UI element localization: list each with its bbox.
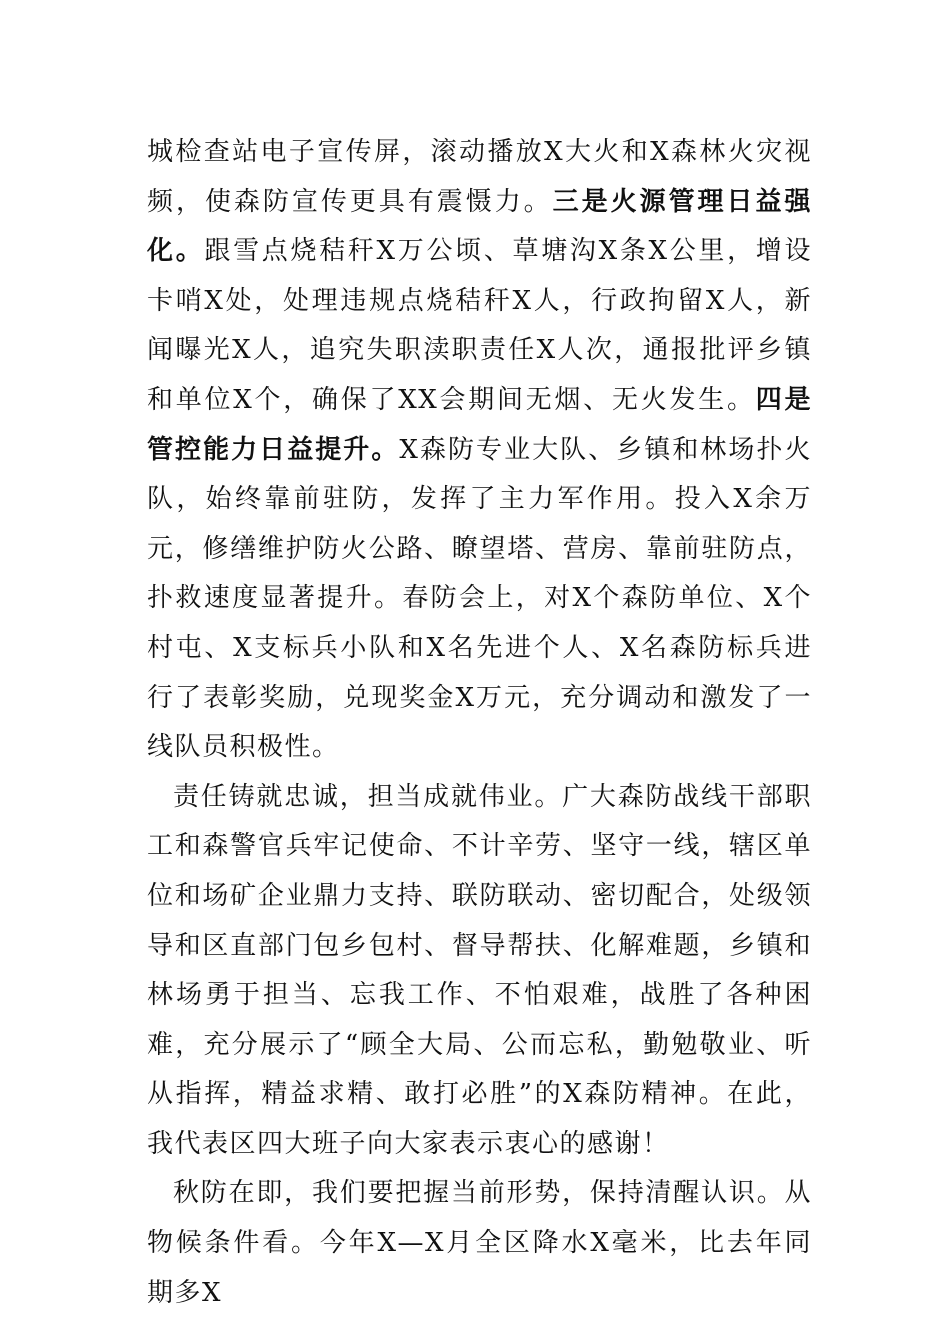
- paragraph-1-text-2: 跟雪点烧秸秆X万公顷、草塘沟X条X公里，增设卡哨X处，处理违规点烧秸秆X人，行政拘留X人，新闻曝光X人，追究失职渎职责任X人次，通报批评乡镇和单位X个，确保了XX会期间无烟、无火发生。: [147, 236, 812, 415]
- paragraph-1-heading-4: 四是管控能力日益提升。: [147, 384, 812, 465]
- paragraph-3-text: 秋防在即，我们要把握当前形势，保持清醒认识。从物候条件看。今年X—X月全区降水X毫米，比去年同期多X: [147, 1178, 812, 1308]
- paragraph-1: [147, 128, 812, 773]
- paragraph-1-heading-3: 三是火源管理日益强化。: [147, 186, 812, 267]
- paragraph-1-text-3: X森防专业大队、乡镇和林场扑火队，始终靠前驻防，发挥了主力军作用。投入X余万元，修缮维护防火公路、瞭望塔、营房、靠前驻防点，扑救速度显著提升。春防会上，对X个森防单位、X个村屯、X支标兵小队和X名先进个人、X名森防标兵进行了表彰奖励，兑现奖金X万元，充分调动和激发了一线队员积极性。: [147, 434, 812, 763]
- document-body: [147, 128, 812, 1318]
- paragraph-1-text-1: 城检查站电子宣传屏，滚动播放X大火和X森林火灾视频，使森防宣传更具有震慑力。: [147, 137, 812, 217]
- paragraph-2: [147, 773, 812, 1170]
- paragraph-2-text: 责任铸就忠诚，担当成就伟业。广大森防战线干部职工和森警官兵牢记使命、不计辛劳、坚守一线，辖区单位和场矿企业鼎力支持、联防联动、密切配合，处级领导和区直部门包乡包村、督导帮扶、化解难题，乡镇和林场勇于担当、忘我工作、不怕艰难，战胜了各种困难，充分展示了“顾全大局、公而忘私，勤勉敬业、听从指挥，精益求精、敢打必胜”的X森防精神。在此，我代表区四大班子向大家表示衷心的感谢！: [147, 781, 812, 1159]
- paragraph-3: [147, 1169, 812, 1318]
